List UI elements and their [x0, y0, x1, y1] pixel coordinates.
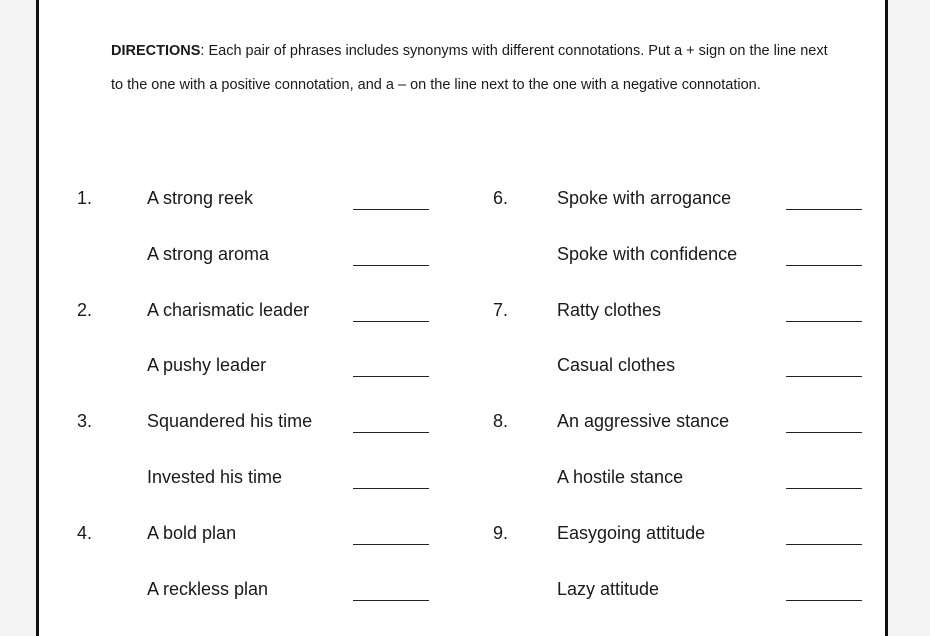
answer-blank[interactable]: [786, 265, 862, 266]
item-number: 3.: [77, 411, 93, 431]
directions-paragraph: [111, 34, 831, 102]
phrase: A pushy leader: [147, 355, 267, 375]
answer-blank[interactable]: [353, 321, 429, 322]
phrase: Casual clothes: [557, 355, 676, 375]
worksheet-page: [36, 0, 888, 636]
phrase: Squandered his time: [147, 411, 313, 431]
phrase: Ratty clothes: [557, 300, 662, 320]
answer-blank[interactable]: [353, 600, 429, 601]
phrase: A bold plan: [147, 523, 237, 543]
phrase: A strong aroma: [147, 244, 270, 264]
phrase: A hostile stance: [557, 467, 684, 487]
answer-blank[interactable]: [353, 544, 429, 545]
item-number: 8.: [493, 411, 509, 431]
phrase: A charismatic leader: [147, 300, 310, 320]
directions-label: DIRECTIONS: [111, 43, 201, 59]
phrase: Spoke with arrogance: [557, 188, 732, 208]
answer-blank[interactable]: [353, 265, 429, 266]
phrase: A reckless plan: [147, 579, 269, 599]
answer-blank[interactable]: [786, 544, 862, 545]
phrase: Easygoing attitude: [557, 523, 706, 543]
item-number: 7.: [493, 300, 509, 320]
answer-blank[interactable]: [786, 209, 862, 210]
answer-blank[interactable]: [353, 432, 429, 433]
item-number: 4.: [77, 523, 93, 543]
phrase: Invested his time: [147, 467, 283, 487]
item-number: 9.: [493, 523, 509, 543]
item-number: 1.: [77, 188, 93, 208]
phrase: A strong reek: [147, 188, 254, 208]
answer-blank[interactable]: [353, 488, 429, 489]
answer-blank[interactable]: [786, 376, 862, 377]
answer-blank[interactable]: [353, 209, 429, 210]
item-number: 2.: [77, 300, 93, 320]
answer-blank[interactable]: [786, 488, 862, 489]
answer-blank[interactable]: [786, 600, 862, 601]
answer-blank[interactable]: [786, 432, 862, 433]
answer-blank[interactable]: [786, 321, 862, 322]
phrase: Spoke with confidence: [557, 244, 738, 264]
phrase: Lazy attitude: [557, 579, 660, 599]
answer-blank[interactable]: [353, 376, 429, 377]
directions-text: : Each pair of phrases includes synonyms with different connotations. Put a + sign on the line next to the one with a positive connotation, and a – on the line next to the one with a negative connotation.: [111, 43, 828, 93]
item-number: 6.: [493, 188, 509, 208]
phrase: An aggressive stance: [557, 411, 730, 431]
